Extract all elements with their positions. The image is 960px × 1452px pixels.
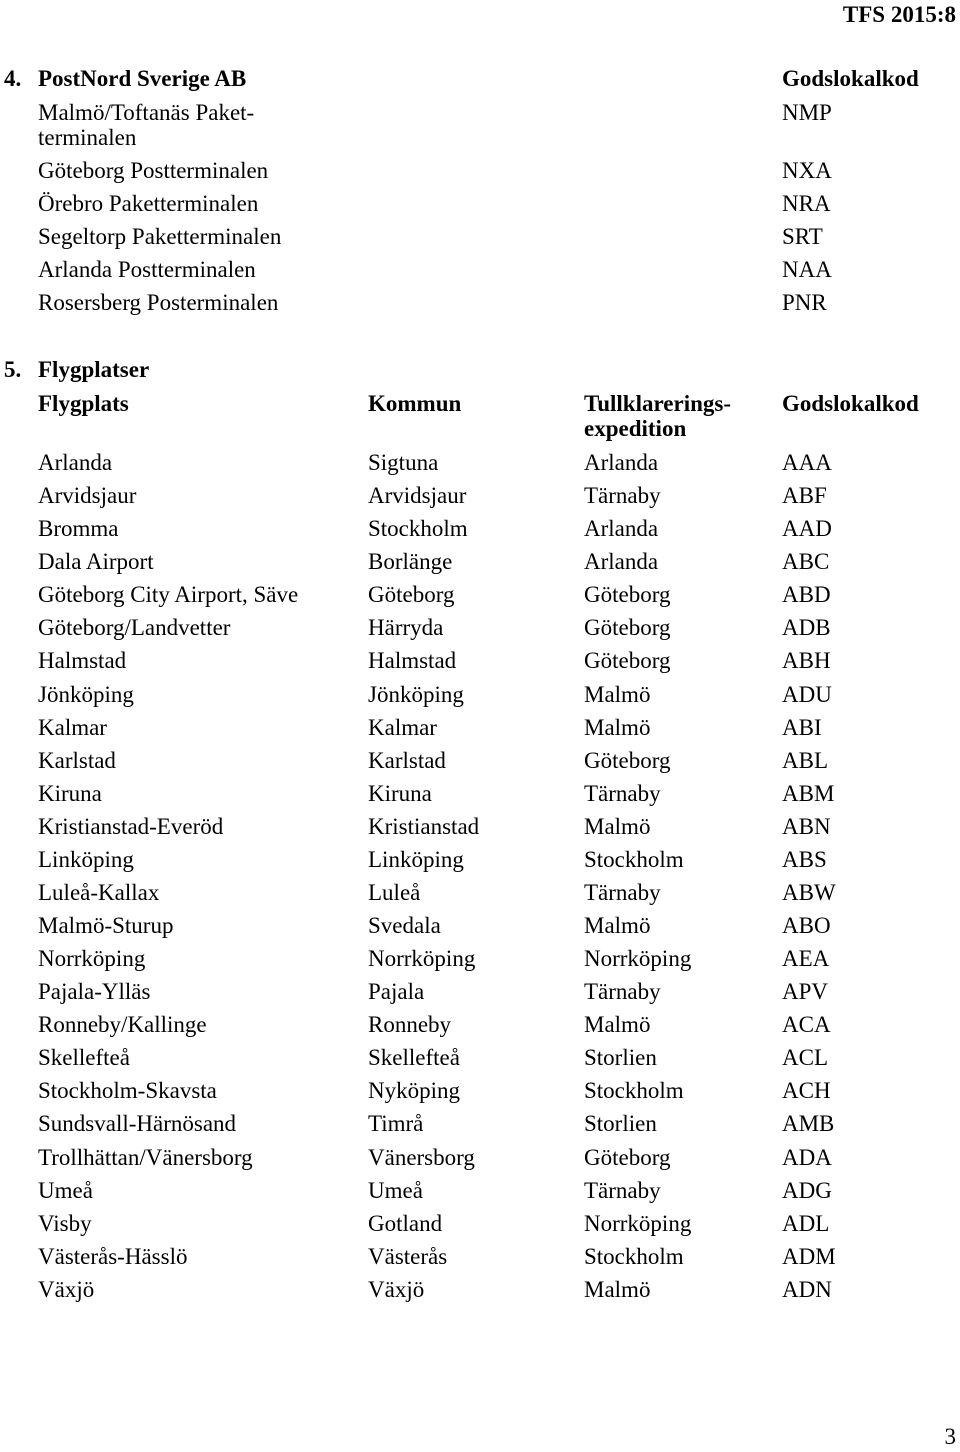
airport-cell: Trollhättan/Vänersborg (38, 1144, 253, 1170)
code-cell: ABL (782, 747, 828, 773)
customs-office-cell: Tärnaby (584, 483, 661, 509)
airport-cell: Malmö-Sturup (38, 913, 174, 938)
customs-office-cell: Malmö (584, 714, 651, 740)
code-cell: ABO (782, 913, 831, 938)
code-cell: ACA (782, 1012, 831, 1038)
airport-cell: Göteborg City Airport, Säve (38, 582, 299, 608)
section-5-title: Flygplatser (38, 357, 150, 382)
code-cell: ABI (782, 714, 822, 740)
airport-cell: Sundsvall-Härnösand (38, 1111, 237, 1137)
terminal-name-continued: terminalen (38, 125, 137, 150)
table-row (0, 1111, 960, 1144)
terminal-name: Arlanda Postterminalen (38, 257, 256, 282)
airport-cell: Arlanda (38, 450, 113, 475)
airport-cell: Skellefteå (38, 1045, 130, 1071)
municipality-cell: Härryda (368, 615, 444, 641)
airport-cell: Norrköping (38, 946, 146, 971)
customs-office-cell: Malmö (584, 1276, 651, 1302)
document-reference: TFS 2015:8 (842, 2, 956, 27)
table-row (0, 1277, 960, 1310)
municipality-cell: Vänersborg (368, 1144, 475, 1170)
code-cell: APV (782, 979, 829, 1005)
airport-cell: Kalmar (38, 714, 107, 740)
table-row (0, 847, 960, 880)
table-row (0, 582, 960, 615)
terminal-name: Rosersberg Posterminalen (38, 290, 279, 315)
municipality-cell: Svedala (368, 913, 441, 938)
page-number: 3 (944, 1424, 956, 1449)
municipality-cell: Kiruna (368, 780, 432, 806)
table-row (0, 979, 960, 1012)
airport-cell: Halmstad (38, 648, 127, 674)
table-row (0, 1012, 960, 1045)
customs-office-cell: Storlien (584, 1111, 657, 1137)
column-header-municipality: Kommun (368, 391, 462, 416)
code-cell: ADL (782, 1210, 830, 1236)
code-cell: ABC (782, 549, 830, 575)
municipality-cell: Kristianstad (368, 813, 480, 839)
municipality-cell: Växjö (368, 1276, 425, 1302)
code-cell: AAD (782, 516, 832, 542)
code-cell: ADM (782, 1243, 836, 1269)
customs-office-cell: Malmö (584, 913, 651, 938)
customs-office-cell: Göteborg (584, 615, 671, 641)
code-cell: ACH (782, 1078, 831, 1104)
table-row (0, 648, 960, 681)
municipality-cell: Borlänge (368, 549, 453, 575)
table-row (0, 913, 960, 946)
customs-office-cell: Göteborg (584, 1144, 671, 1170)
airport-cell: Stockholm-Skavsta (38, 1078, 217, 1104)
customs-office-cell: Stockholm (584, 1243, 684, 1269)
municipality-cell: Ronneby (368, 1012, 452, 1038)
municipality-cell: Halmstad (368, 648, 457, 674)
airport-cell: Göteborg/Landvetter (38, 615, 231, 641)
terminal-code: PNR (782, 290, 827, 315)
customs-office-cell: Arlanda (584, 549, 659, 575)
municipality-cell: Nyköping (368, 1078, 460, 1104)
section-5-number: 5. (4, 357, 22, 382)
column-header-customs-continued: expedition (584, 416, 687, 441)
code-cell: AEA (782, 946, 830, 971)
code-cell: ADU (782, 681, 832, 707)
customs-office-cell: Tärnaby (584, 879, 661, 905)
customs-office-cell: Norrköping (584, 1210, 692, 1236)
terminal-name: Segeltorp Paketterminalen (38, 224, 282, 249)
table-row (0, 748, 960, 781)
customs-office-cell: Storlien (584, 1045, 657, 1071)
municipality-cell: Stockholm (368, 516, 468, 542)
terminal-code: NAA (782, 257, 832, 282)
customs-office-cell: Göteborg (584, 648, 671, 674)
table-row (0, 1211, 960, 1244)
section-4-code-header: Godslokalkod (782, 66, 919, 91)
table-row (0, 682, 960, 715)
customs-office-cell: Tärnaby (584, 1177, 661, 1203)
code-cell: ABH (782, 648, 831, 674)
table-row (0, 615, 960, 648)
airport-cell: Kiruna (38, 780, 102, 806)
table-row (0, 1045, 960, 1078)
code-cell: ABS (782, 846, 827, 872)
municipality-cell: Jönköping (368, 681, 464, 707)
municipality-cell: Norrköping (368, 946, 476, 971)
customs-office-cell: Norrköping (584, 946, 692, 971)
section-4-number: 4. (4, 66, 22, 91)
terminal-name: Örebro Paketterminalen (38, 191, 259, 216)
municipality-cell: Kalmar (368, 714, 437, 740)
column-header-code: Godslokalkod (782, 391, 919, 416)
municipality-cell: Gotland (368, 1210, 443, 1236)
terminal-code: NMP (782, 100, 832, 125)
airport-cell: Arvidsjaur (38, 483, 137, 509)
airport-cell: Linköping (38, 846, 134, 872)
customs-office-cell: Tärnaby (584, 979, 661, 1005)
airport-cell: Dala Airport (38, 549, 154, 575)
table-row (0, 1178, 960, 1211)
customs-office-cell: Stockholm (584, 846, 684, 872)
municipality-cell: Pajala (368, 979, 425, 1005)
table-row (0, 1244, 960, 1277)
airport-cell: Luleå-Kallax (38, 879, 160, 905)
municipality-cell: Luleå (368, 879, 421, 905)
table-row (0, 1078, 960, 1111)
terminal-name: Göteborg Postterminalen (38, 158, 269, 183)
airport-cell: Pajala-Ylläs (38, 979, 151, 1005)
airport-cell: Växjö (38, 1276, 95, 1302)
terminal-code: NXA (782, 158, 832, 183)
table-row (0, 1145, 960, 1178)
table-row (0, 715, 960, 748)
table-row (0, 483, 960, 516)
municipality-cell: Skellefteå (368, 1045, 460, 1071)
code-cell: ABF (782, 483, 827, 509)
code-cell: AMB (782, 1111, 835, 1137)
customs-office-cell: Malmö (584, 681, 651, 707)
column-header-airport: Flygplats (38, 391, 129, 416)
code-cell: ADN (782, 1276, 832, 1302)
code-cell: ADA (782, 1144, 832, 1170)
municipality-cell: Arvidsjaur (368, 483, 467, 509)
customs-office-cell: Malmö (584, 1012, 651, 1038)
code-cell: ABM (782, 780, 835, 806)
municipality-cell: Sigtuna (368, 450, 439, 475)
airport-cell: Umeå (38, 1177, 93, 1203)
section-4-title: PostNord Sverige AB (38, 66, 247, 91)
municipality-cell: Västerås (368, 1243, 448, 1269)
customs-office-cell: Stockholm (584, 1078, 684, 1104)
table-row (0, 814, 960, 847)
municipality-cell: Karlstad (368, 747, 446, 773)
code-cell: ABN (782, 813, 831, 839)
code-cell: ACL (782, 1045, 828, 1071)
airport-cell: Visby (38, 1210, 92, 1236)
customs-office-cell: Tärnaby (584, 780, 661, 806)
terminal-code: SRT (782, 224, 823, 249)
table-row (0, 781, 960, 814)
code-cell: ABW (782, 879, 836, 905)
customs-office-cell: Göteborg (584, 747, 671, 773)
code-cell: ADB (782, 615, 831, 641)
airport-cell: Ronneby/Kallinge (38, 1012, 207, 1038)
table-row (0, 450, 960, 483)
customs-office-cell: Arlanda (584, 450, 659, 475)
terminal-code: NRA (782, 191, 831, 216)
column-header-customs: Tullklarerings- (584, 391, 731, 416)
table-row (0, 549, 960, 582)
municipality-cell: Umeå (368, 1177, 423, 1203)
terminal-name: Malmö/Toftanäs Paket- (38, 100, 255, 125)
code-cell: ADG (782, 1177, 832, 1203)
table-row (0, 946, 960, 979)
code-cell: AAA (782, 450, 832, 475)
customs-office-cell: Malmö (584, 813, 651, 839)
municipality-cell: Göteborg (368, 582, 455, 608)
airport-cell: Kristianstad-Everöd (38, 813, 224, 839)
airport-cell: Karlstad (38, 747, 116, 773)
customs-office-cell: Arlanda (584, 516, 659, 542)
customs-office-cell: Göteborg (584, 582, 671, 608)
table-row (0, 880, 960, 913)
municipality-cell: Timrå (368, 1111, 424, 1137)
airport-cell: Jönköping (38, 681, 134, 707)
airport-cell: Bromma (38, 516, 119, 542)
code-cell: ABD (782, 582, 831, 608)
table-row (0, 516, 960, 549)
airport-cell: Västerås-Hässlö (38, 1243, 188, 1269)
municipality-cell: Linköping (368, 846, 464, 872)
